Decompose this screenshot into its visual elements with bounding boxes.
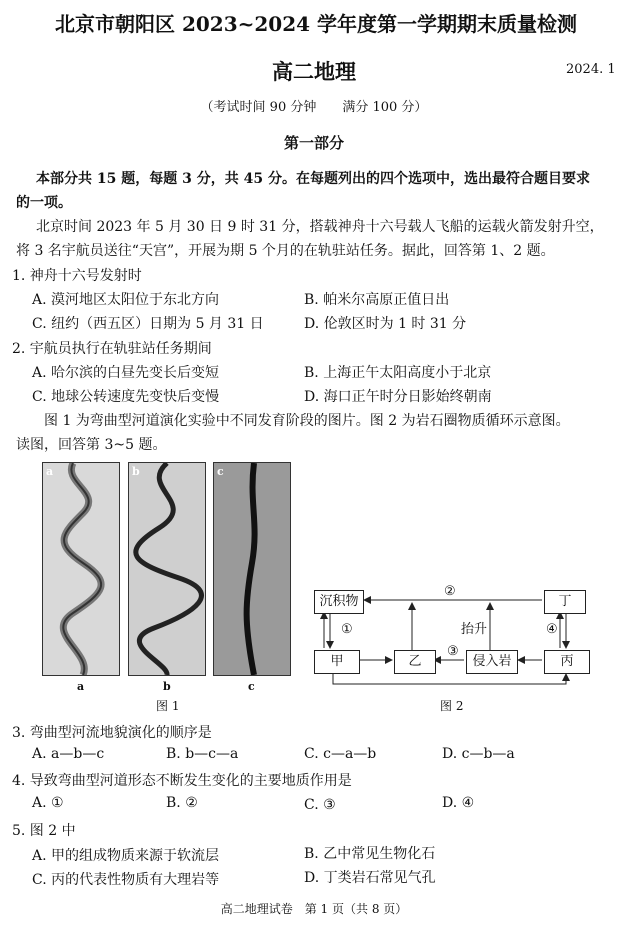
exam-info: （考试时间 90 分钟 满分 100 分） [200,100,428,115]
question-5-option-a[interactable]: A. 甲的组成物质来源于软流层 [32,848,220,864]
question-4-option-a[interactable]: A. ① [32,795,64,811]
rock-cycle-label-4: ④ [546,622,558,637]
question-4-option-c[interactable]: C. ③ [304,797,336,813]
figure-1-caption: 图 1 [156,699,180,713]
passage-2-line-2: 读图，回答第 3~5 题。 [16,437,167,453]
exam-title: 北京市朝阳区 2023~2024 学年度第一学期期末质量检测 [54,12,577,36]
rock-cycle-node-bing: 丙 [544,650,590,674]
rock-cycle-label-2: ② [444,584,456,599]
rock-cycle-label-1: ① [341,622,353,637]
rock-cycle-node-intrusive: 侵入岩 [466,650,518,674]
question-3-option-a[interactable]: A. a—b—c [32,746,105,762]
figure-2-caption: 图 2 [440,699,464,713]
question-3-stem: 3. 弯曲型河流地貌演化的顺序是 [12,725,212,741]
passage-1-line-1: 北京时间 2023 年 5 月 30 日 9 时 31 分，搭载神舟十六号载人飞船的运载火箭发射升空， [36,219,604,235]
question-3-option-d[interactable]: D. c—b—a [442,746,515,762]
instructions-line-2: 的一项。 [16,195,72,211]
question-1-option-d[interactable]: D. 伦敦区时为 1 时 31 分 [304,316,467,332]
question-3-option-b[interactable]: B. b—c—a [166,746,239,762]
passage-2-line-1: 图 1 为弯曲型河道演化实验中不同发育阶段的图片。图 2 为岩石圈物质循环示意图。 [44,413,570,429]
question-4-option-b[interactable]: B. ② [166,795,198,811]
question-4-stem: 4. 导致弯曲型河道形态不断发生变化的主要地质作用是 [12,773,352,789]
page-footer: 高二地理试卷 第 1 页（共 8 页） [220,902,408,916]
question-5-option-c[interactable]: C. 丙的代表性物质有大理岩等 [32,872,220,888]
question-5-stem: 5. 图 2 中 [12,823,76,839]
passage-1-line-2: 将 3 名宇航员送往“天宫”，开展为期 5 个月的在轨驻站任务。据此，回答第 1、2 题。 [16,243,555,259]
figure-1-panel-b-label: b [132,465,140,478]
rock-cycle-label-uplift: 抬升 [461,622,488,637]
section-title: 第一部分 [283,134,344,152]
question-5-option-b[interactable]: B. 乙中常见生物化石 [304,846,436,862]
rock-cycle-node-yi: 乙 [394,650,436,674]
question-2-stem: 2. 宇航员执行在轨驻站任务期间 [12,341,212,357]
question-2-option-a[interactable]: A. 哈尔滨的白昼先变长后变短 [32,365,220,381]
rock-cycle-node-jia: 甲 [314,650,360,674]
question-2-option-b[interactable]: B. 上海正午太阳高度小于北京 [304,365,492,381]
question-1-stem: 1. 神舟十六号发射时 [12,268,142,284]
question-2-option-d[interactable]: D. 海口正午时分日影始终朝南 [304,389,492,405]
question-1-option-c[interactable]: C. 纽约（西五区）日期为 5 月 31 日 [32,316,264,332]
question-1-option-b[interactable]: B. 帕米尔高原正值日出 [304,292,450,308]
question-3-option-c[interactable]: C. c—a—b [304,746,377,762]
figure-1-panel-c-label: c [217,465,224,478]
instructions-line-1: 本部分共 15 题，每题 3 分，共 45 分。在每题列出的四个选项中，选出最符合题目要求 [36,171,590,187]
exam-date: 2024. 1 [566,62,616,77]
figure-1-panel-a-label: a [46,465,54,478]
rock-cycle-label-3: ③ [447,644,459,659]
question-2-option-c[interactable]: C. 地球公转速度先变快后变慢 [32,389,220,405]
rock-cycle-node-ding: 丁 [544,590,586,614]
question-1-option-a[interactable]: A. 漠河地区太阳位于东北方向 [32,292,220,308]
rock-cycle-node-sediment: 沉积物 [314,590,364,614]
subject-title: 高二地理 [272,59,356,84]
figure-1-label-b: b [163,680,171,693]
figure-1-label-a: a [77,680,85,693]
question-4-option-d[interactable]: D. ④ [442,795,475,811]
figure-1-label-c: c [248,680,255,693]
question-5-option-d[interactable]: D. 丁类岩石常见气孔 [304,870,436,886]
